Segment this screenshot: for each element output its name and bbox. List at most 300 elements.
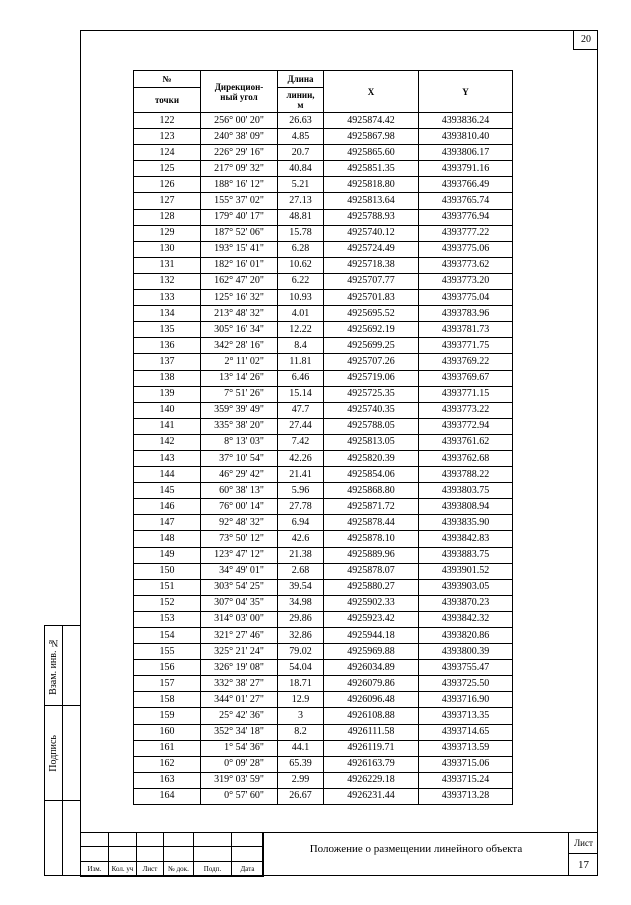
point-number-cell: 138 (134, 370, 201, 386)
y-coordinate-cell: 4393771.15 (419, 386, 513, 402)
table-row (134, 644, 513, 660)
line-length-cell: 3 (278, 708, 324, 724)
corner-page-number (573, 30, 598, 50)
point-number-cell: 142 (134, 434, 201, 450)
y-coordinate-cell: 4393775.04 (419, 290, 513, 306)
table-row (134, 772, 513, 788)
point-number-cell: 143 (134, 450, 201, 466)
y-coordinate-cell: 4393791.16 (419, 161, 513, 177)
line-length-cell: 7.42 (278, 434, 324, 450)
x-coordinate-cell: 4926229.18 (324, 772, 419, 788)
x-coordinate-cell: 4925718.38 (324, 257, 419, 273)
point-number-cell: 129 (134, 225, 201, 241)
point-number-cell: 158 (134, 692, 201, 708)
header-direction-angle-line2: ный угол (220, 91, 258, 102)
line-length-cell: 29.86 (278, 611, 324, 627)
title-block-row (81, 847, 264, 862)
point-number-cell: 162 (134, 756, 201, 772)
table-row (134, 129, 513, 145)
y-coordinate-cell: 4393773.20 (419, 273, 513, 289)
table-row (134, 290, 513, 306)
x-coordinate-cell: 4926079.86 (324, 676, 419, 692)
line-length-cell: 42.26 (278, 450, 324, 466)
y-coordinate-cell: 4393772.94 (419, 418, 513, 434)
direction-angle-cell: 332° 38' 27" (201, 676, 278, 692)
direction-angle-cell: 240° 38' 09" (201, 129, 278, 145)
point-number-cell: 164 (134, 788, 201, 804)
line-length-cell: 27.44 (278, 418, 324, 434)
title-block-label-signature: Подп. (194, 862, 232, 877)
direction-angle-cell: 226° 29' 16" (201, 145, 278, 161)
stamp-signature-value-cell (62, 705, 81, 801)
table-row (134, 724, 513, 740)
y-coordinate-cell: 4393803.75 (419, 483, 513, 499)
sheet-box (568, 832, 598, 876)
table-row (134, 499, 513, 515)
x-coordinate-cell: 4926034.89 (324, 660, 419, 676)
x-coordinate-cell: 4926163.79 (324, 756, 419, 772)
header-line-length-unit: м (297, 100, 304, 110)
point-number-cell: 144 (134, 467, 201, 483)
line-length-cell: 18.71 (278, 676, 324, 692)
table-row (134, 628, 513, 644)
line-length-cell: 6.46 (278, 370, 324, 386)
x-coordinate-cell: 4925878.44 (324, 515, 419, 531)
x-coordinate-cell: 4926111.58 (324, 724, 419, 740)
stamp-lower-label-cell (44, 800, 63, 876)
line-length-cell: 39.54 (278, 579, 324, 595)
x-coordinate-cell: 4925719.06 (324, 370, 419, 386)
direction-angle-cell: 352° 34' 18" (201, 724, 278, 740)
direction-angle-cell: 321° 27' 46" (201, 628, 278, 644)
table-row (134, 434, 513, 450)
line-length-cell: 4.85 (278, 129, 324, 145)
x-coordinate-cell: 4925878.10 (324, 531, 419, 547)
title-block-cell (137, 833, 164, 847)
table-row (134, 579, 513, 595)
y-coordinate-cell: 4393835.90 (419, 515, 513, 531)
table-row (134, 418, 513, 434)
direction-angle-cell: 187° 52' 06" (201, 225, 278, 241)
title-block-cell (194, 847, 232, 862)
y-coordinate-cell: 4393765.74 (419, 193, 513, 209)
title-block-row (81, 833, 264, 847)
y-coordinate-cell: 4393842.32 (419, 611, 513, 627)
direction-angle-cell: 342° 28' 16" (201, 338, 278, 354)
stamp-signature-label: Подпись (48, 734, 59, 772)
x-coordinate-cell: 4925813.05 (324, 434, 419, 450)
x-coordinate-cell: 4925813.64 (324, 193, 419, 209)
table-row (134, 161, 513, 177)
direction-angle-cell: 303° 54' 25" (201, 579, 278, 595)
y-coordinate-cell: 4393842.83 (419, 531, 513, 547)
table-row (134, 225, 513, 241)
x-coordinate-cell: 4926096.48 (324, 692, 419, 708)
point-number-cell: 135 (134, 322, 201, 338)
direction-angle-cell: 0° 57' 60" (201, 788, 278, 804)
line-length-cell: 65.39 (278, 756, 324, 772)
title-block-cell (164, 847, 194, 862)
point-number-cell: 128 (134, 209, 201, 225)
point-number-cell: 151 (134, 579, 201, 595)
point-number-cell: 137 (134, 354, 201, 370)
point-number-cell: 141 (134, 418, 201, 434)
line-length-cell: 20.7 (278, 145, 324, 161)
stamp-replace-inv-label: Взам. инв. № (48, 636, 59, 695)
direction-angle-cell: 34° 49' 01" (201, 563, 278, 579)
point-number-cell: 154 (134, 628, 201, 644)
line-length-cell: 15.14 (278, 386, 324, 402)
point-number-cell: 153 (134, 611, 201, 627)
line-length-cell: 27.78 (278, 499, 324, 515)
point-number-cell: 122 (134, 113, 201, 129)
y-coordinate-cell: 4393781.73 (419, 322, 513, 338)
point-number-cell: 134 (134, 306, 201, 322)
x-coordinate-cell: 4925788.05 (324, 418, 419, 434)
point-number-cell: 152 (134, 595, 201, 611)
document-title-cell (262, 832, 569, 876)
point-number-cell: 147 (134, 515, 201, 531)
x-coordinate-cell: 4925725.35 (324, 386, 419, 402)
y-coordinate-cell: 4393806.17 (419, 145, 513, 161)
direction-angle-cell: 335° 38' 20" (201, 418, 278, 434)
table-row (134, 756, 513, 772)
table-row (134, 273, 513, 289)
table-row (134, 708, 513, 724)
direction-angle-cell: 76° 00' 14" (201, 499, 278, 515)
point-number-cell: 125 (134, 161, 201, 177)
point-number-cell: 130 (134, 241, 201, 257)
header-line-length-label: линии, (286, 90, 315, 100)
direction-angle-cell: 213° 48' 32" (201, 306, 278, 322)
coordinates-table (133, 70, 513, 805)
line-length-cell: 2.68 (278, 563, 324, 579)
table-row (134, 611, 513, 627)
table-row (134, 370, 513, 386)
title-block-cell (81, 847, 109, 862)
point-number-cell: 145 (134, 483, 201, 499)
line-length-cell: 11.81 (278, 354, 324, 370)
y-coordinate-cell: 4393883.75 (419, 547, 513, 563)
y-coordinate-cell: 4393783.96 (419, 306, 513, 322)
stamp-replace-inv-value-cell (62, 625, 81, 706)
direction-angle-cell: 305° 16' 34" (201, 322, 278, 338)
title-block-cell (194, 833, 232, 847)
x-coordinate-cell: 4925740.35 (324, 402, 419, 418)
direction-angle-cell: 25° 42' 36" (201, 708, 278, 724)
x-coordinate-cell: 4925865.60 (324, 145, 419, 161)
y-coordinate-cell: 4393761.62 (419, 434, 513, 450)
x-coordinate-cell: 4925878.07 (324, 563, 419, 579)
line-length-cell: 42.6 (278, 531, 324, 547)
line-length-cell: 6.28 (278, 241, 324, 257)
y-coordinate-cell: 4393777.22 (419, 225, 513, 241)
corner-page-number-text: 20 (581, 34, 591, 45)
header-line-length-top: Длина (278, 71, 324, 88)
direction-angle-cell: 37° 10' 54" (201, 450, 278, 466)
x-coordinate-cell: 4925923.42 (324, 611, 419, 627)
y-coordinate-cell: 4393775.06 (419, 241, 513, 257)
y-coordinate-cell: 4393771.75 (419, 338, 513, 354)
y-coordinate-cell: 4393762.68 (419, 450, 513, 466)
direction-angle-cell: 217° 09' 32" (201, 161, 278, 177)
point-number-cell: 123 (134, 129, 201, 145)
direction-angle-cell: 60° 38' 13" (201, 483, 278, 499)
table-row (134, 660, 513, 676)
line-length-cell: 34.98 (278, 595, 324, 611)
x-coordinate-cell: 4925820.39 (324, 450, 419, 466)
table-row (134, 531, 513, 547)
direction-angle-cell: 162° 47' 20" (201, 273, 278, 289)
line-length-cell: 27.13 (278, 193, 324, 209)
line-length-cell: 2.99 (278, 772, 324, 788)
x-coordinate-cell: 4925699.25 (324, 338, 419, 354)
title-block-cell (232, 847, 264, 862)
point-number-cell: 149 (134, 547, 201, 563)
point-number-cell: 159 (134, 708, 201, 724)
direction-angle-cell: 314° 03' 00" (201, 611, 278, 627)
direction-angle-cell: 155° 37' 02" (201, 193, 278, 209)
point-number-cell: 160 (134, 724, 201, 740)
direction-angle-cell: 46° 29' 42" (201, 467, 278, 483)
header-y-coordinate: Y (419, 71, 513, 113)
y-coordinate-cell: 4393773.62 (419, 257, 513, 273)
stamp-replace-inv-label-cell (44, 625, 63, 706)
line-length-cell: 10.62 (278, 257, 324, 273)
title-block-cell (137, 847, 164, 862)
x-coordinate-cell: 4925902.33 (324, 595, 419, 611)
table-row (134, 322, 513, 338)
direction-angle-cell: 344° 01' 27" (201, 692, 278, 708)
x-coordinate-cell: 4925707.26 (324, 354, 419, 370)
y-coordinate-cell: 4393713.59 (419, 740, 513, 756)
point-number-cell: 132 (134, 273, 201, 289)
y-coordinate-cell: 4393769.67 (419, 370, 513, 386)
table-row (134, 676, 513, 692)
table-row (134, 450, 513, 466)
x-coordinate-cell: 4925788.93 (324, 209, 419, 225)
point-number-cell: 157 (134, 676, 201, 692)
table-row (134, 338, 513, 354)
x-coordinate-cell: 4925871.72 (324, 499, 419, 515)
point-number-cell: 140 (134, 402, 201, 418)
point-number-cell: 148 (134, 531, 201, 547)
x-coordinate-cell: 4925854.06 (324, 467, 419, 483)
direction-angle-cell: 2° 11' 02" (201, 354, 278, 370)
coordinates-table-body (134, 113, 513, 805)
header-direction-angle (201, 71, 278, 113)
title-block-label-sheet: Лист (137, 862, 164, 877)
sheet-label: Лист (569, 833, 598, 854)
direction-angle-cell: 193° 15' 41" (201, 241, 278, 257)
line-length-cell: 6.94 (278, 515, 324, 531)
line-length-cell: 4.01 (278, 306, 324, 322)
table-row (134, 547, 513, 563)
table-row (134, 563, 513, 579)
x-coordinate-cell: 4925701.83 (324, 290, 419, 306)
x-coordinate-cell: 4925851.35 (324, 161, 419, 177)
point-number-cell: 127 (134, 193, 201, 209)
table-row (134, 788, 513, 804)
y-coordinate-cell: 4393755.47 (419, 660, 513, 676)
line-length-cell: 12.9 (278, 692, 324, 708)
x-coordinate-cell: 4925692.19 (324, 322, 419, 338)
y-coordinate-cell: 4393725.50 (419, 676, 513, 692)
y-coordinate-cell: 4393773.22 (419, 402, 513, 418)
direction-angle-cell: 179° 40' 17" (201, 209, 278, 225)
table-row (134, 193, 513, 209)
table-row (134, 113, 513, 129)
line-length-cell: 21.41 (278, 467, 324, 483)
title-block-grid (80, 832, 264, 877)
y-coordinate-cell: 4393836.24 (419, 113, 513, 129)
direction-angle-cell: 326° 19' 08" (201, 660, 278, 676)
title-block-cell (81, 833, 109, 847)
x-coordinate-cell: 4926119.71 (324, 740, 419, 756)
line-length-cell: 15.78 (278, 225, 324, 241)
title-block-cell (109, 847, 137, 862)
point-number-cell: 150 (134, 563, 201, 579)
line-length-cell: 48.81 (278, 209, 324, 225)
x-coordinate-cell: 4926231.44 (324, 788, 419, 804)
table-row (134, 209, 513, 225)
line-length-cell: 54.04 (278, 660, 324, 676)
direction-angle-cell: 13° 14' 26" (201, 370, 278, 386)
x-coordinate-cell: 4926108.88 (324, 708, 419, 724)
direction-angle-cell: 307° 04' 35" (201, 595, 278, 611)
x-coordinate-cell: 4925969.88 (324, 644, 419, 660)
direction-angle-cell: 319° 03' 59" (201, 772, 278, 788)
x-coordinate-cell: 4925944.18 (324, 628, 419, 644)
stamp-lower-value-cell (62, 800, 81, 876)
x-coordinate-cell: 4925724.49 (324, 241, 419, 257)
line-length-cell: 5.21 (278, 177, 324, 193)
x-coordinate-cell: 4925707.77 (324, 273, 419, 289)
direction-angle-cell: 123° 47' 12" (201, 547, 278, 563)
sheet-number: 17 (578, 859, 589, 871)
direction-angle-cell: 7° 51' 26" (201, 386, 278, 402)
point-number-cell: 126 (134, 177, 201, 193)
line-length-cell: 32.86 (278, 628, 324, 644)
line-length-cell: 79.02 (278, 644, 324, 660)
line-length-cell: 26.63 (278, 113, 324, 129)
x-coordinate-cell: 4925868.80 (324, 483, 419, 499)
line-length-cell: 12.22 (278, 322, 324, 338)
title-block-cell (109, 833, 137, 847)
stamp-signature-label-cell (44, 705, 63, 801)
direction-angle-cell: 256° 00' 20" (201, 113, 278, 129)
table-row (134, 740, 513, 756)
header-line-length-bottom (278, 88, 324, 113)
y-coordinate-cell: 4393715.06 (419, 756, 513, 772)
header-direction-angle-line1: Дирекцион- (214, 81, 264, 92)
table-row (134, 467, 513, 483)
y-coordinate-cell: 4393713.28 (419, 788, 513, 804)
point-number-cell: 161 (134, 740, 201, 756)
point-number-cell: 136 (134, 338, 201, 354)
x-coordinate-cell: 4925740.12 (324, 225, 419, 241)
direction-angle-cell: 1° 54' 36" (201, 740, 278, 756)
x-coordinate-cell: 4925867.98 (324, 129, 419, 145)
line-length-cell: 5.96 (278, 483, 324, 499)
direction-angle-cell: 325° 21' 24" (201, 644, 278, 660)
x-coordinate-cell: 4925889.96 (324, 547, 419, 563)
table-row (134, 402, 513, 418)
x-coordinate-cell: 4925874.42 (324, 113, 419, 129)
y-coordinate-cell: 4393714.65 (419, 724, 513, 740)
point-number-cell: 133 (134, 290, 201, 306)
document-title: Положение о размещении линейного объекта (309, 843, 523, 855)
direction-angle-cell: 92° 48' 32" (201, 515, 278, 531)
table-row (134, 177, 513, 193)
table-row (134, 145, 513, 161)
point-number-cell: 124 (134, 145, 201, 161)
x-coordinate-cell: 4925695.52 (324, 306, 419, 322)
line-length-cell: 44.1 (278, 740, 324, 756)
y-coordinate-cell: 4393766.49 (419, 177, 513, 193)
x-coordinate-cell: 4925818.80 (324, 177, 419, 193)
point-number-cell: 155 (134, 644, 201, 660)
y-coordinate-cell: 4393903.05 (419, 579, 513, 595)
table-row (134, 306, 513, 322)
y-coordinate-cell: 4393788.22 (419, 467, 513, 483)
direction-angle-cell: 359° 39' 49" (201, 402, 278, 418)
header-point-number-bottom: точки (134, 88, 201, 113)
y-coordinate-cell: 4393716.90 (419, 692, 513, 708)
table-row (134, 386, 513, 402)
line-length-cell: 26.67 (278, 788, 324, 804)
table-row (134, 692, 513, 708)
direction-angle-cell: 125° 16' 32" (201, 290, 278, 306)
line-length-cell: 8.4 (278, 338, 324, 354)
y-coordinate-cell: 4393901.52 (419, 563, 513, 579)
point-number-cell: 146 (134, 499, 201, 515)
header-row-top (134, 71, 513, 88)
title-block-label-row (81, 862, 264, 877)
header-point-number-top: № (134, 71, 201, 88)
y-coordinate-cell: 4393870.23 (419, 595, 513, 611)
line-length-cell: 21.38 (278, 547, 324, 563)
line-length-cell: 47.7 (278, 402, 324, 418)
table-row (134, 483, 513, 499)
y-coordinate-cell: 4393776.94 (419, 209, 513, 225)
table-row (134, 354, 513, 370)
table-row (134, 257, 513, 273)
coordinates-table-header (134, 71, 513, 113)
line-length-cell: 40.84 (278, 161, 324, 177)
y-coordinate-cell: 4393715.24 (419, 772, 513, 788)
y-coordinate-cell: 4393769.22 (419, 354, 513, 370)
point-number-cell: 139 (134, 386, 201, 402)
y-coordinate-cell: 4393800.39 (419, 644, 513, 660)
title-block-label-doc-number: № док. (164, 862, 194, 877)
y-coordinate-cell: 4393713.35 (419, 708, 513, 724)
line-length-cell: 6.22 (278, 273, 324, 289)
title-block-cell (232, 833, 264, 847)
point-number-cell: 156 (134, 660, 201, 676)
direction-angle-cell: 8° 13' 03" (201, 434, 278, 450)
direction-angle-cell: 73° 50' 12" (201, 531, 278, 547)
table-row (134, 595, 513, 611)
y-coordinate-cell: 4393808.94 (419, 499, 513, 515)
direction-angle-cell: 0° 09' 28" (201, 756, 278, 772)
y-coordinate-cell: 4393810.40 (419, 129, 513, 145)
title-block-label-change: Изм. (81, 862, 109, 877)
direction-angle-cell: 188° 16' 12" (201, 177, 278, 193)
point-number-cell: 131 (134, 257, 201, 273)
line-length-cell: 8.2 (278, 724, 324, 740)
direction-angle-cell: 182° 16' 01" (201, 257, 278, 273)
